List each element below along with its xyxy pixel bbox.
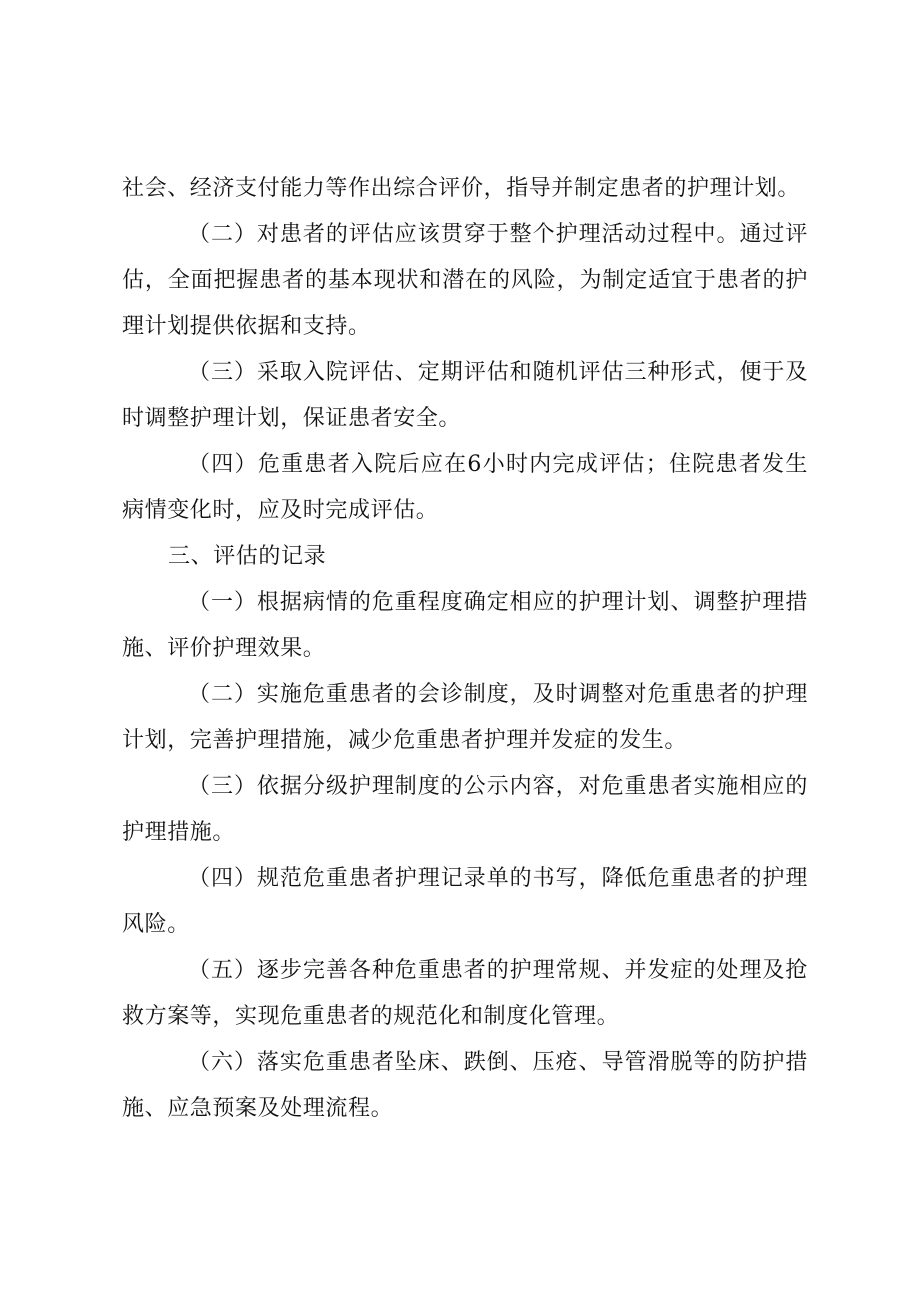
paragraph-item-4-critical-patients: （四）危重患者入院后应在6小时内完成评估；住院患者发生病情变化时，应及时完成评估。 <box>122 452 808 523</box>
paragraph-item-3-assessment-forms: （三）采取入院评估、定期评估和随机评估三种形式，便于及时调整护理计划，保证患者安全。 <box>122 360 808 431</box>
paragraph-record-item-4: （四）规范危重患者护理记录单的书写，降低危重患者的护理风险。 <box>122 866 808 937</box>
section-heading-assessment-records: 三、评估的记录 <box>168 544 327 569</box>
paragraph-record-item-3: （三）依据分级护理制度的公示内容，对危重患者实施相应的护理措施。 <box>122 774 808 845</box>
paragraph-item-2-assessment-throughout: （二）对患者的评估应该贯穿于整个护理活动过程中。通过评估，全面把握患者的基本现状和潜在的风险，为制定适宜于患者的护理计划提供依据和支持。 <box>122 222 808 339</box>
paragraph-record-item-2: （二）实施危重患者的会诊制度，及时调整对危重患者的护理计划，完善护理措施，减少危重患者护理并发症的发生。 <box>122 682 808 753</box>
document-body <box>122 166 808 1132</box>
paragraph-record-item-5: （五）逐步完善各种危重患者的护理常规、并发症的处理及抢救方案等，实现危重患者的规范化和制度化管理。 <box>122 958 808 1029</box>
paragraph-record-item-6: （六）落实危重患者坠床、跌倒、压疮、导管滑脱等的防护措施、应急预案及处理流程。 <box>122 1050 808 1121</box>
paragraph-record-item-1: （一）根据病情的危重程度确定相应的护理计划、调整护理措施、评价护理效果。 <box>122 590 808 661</box>
paragraph-continuation: 社会、经济支付能力等作出综合评价，指导并制定患者的护理计划。 <box>122 176 801 201</box>
